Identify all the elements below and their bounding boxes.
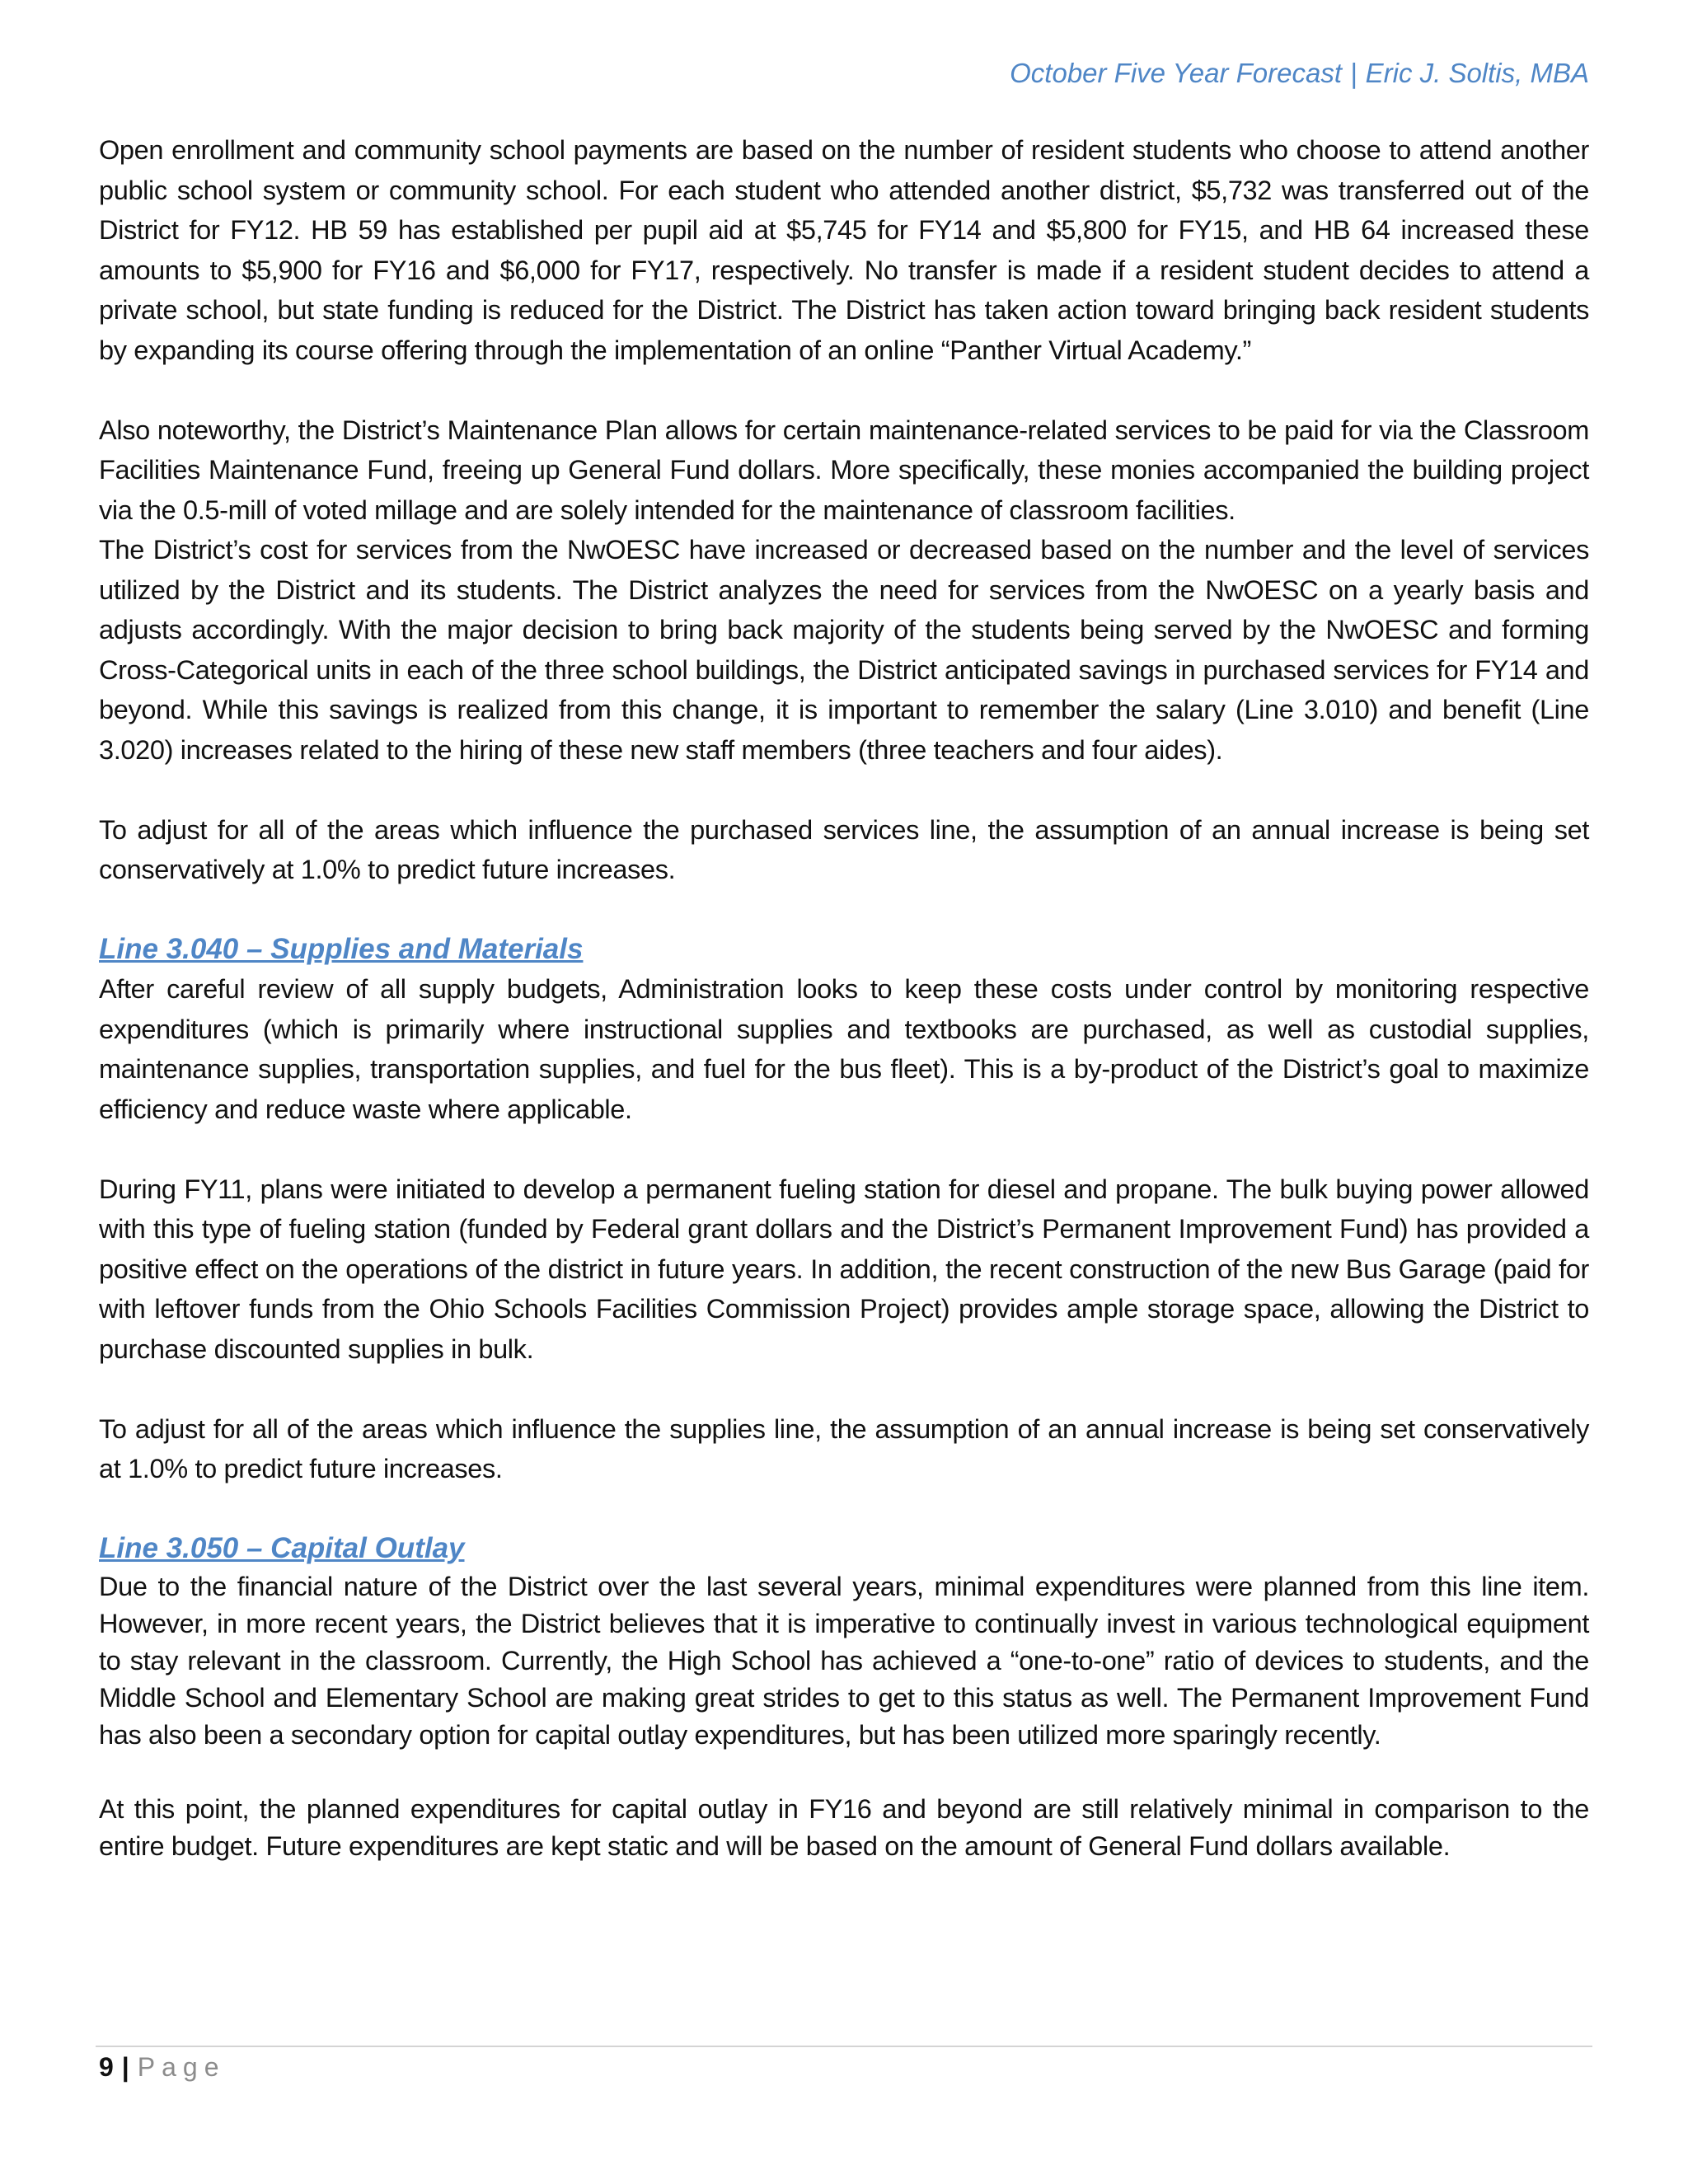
capital-outlay-heading: Line 3.050 – Capital Outlay: [99, 1532, 465, 1564]
paragraph-supply-budgets: After careful review of all supply budgets, Administration looks to keep these costs under control by monitoring respective expenditures (which is primarily where instructional supplies and textbooks are purchased, as well as custodial supplies, maintenance supplies, transportation supplies, and fuel for the bus fleet). This is a by-product of the District’s goal to maximize efficiency and reduce waste where applicable.: [99, 974, 1589, 1124]
paragraph-fueling-station: During FY11, plans were initiated to develop a permanent fueling station for diesel and propane. The bulk buying power allowed with this type of fueling station (funded by Federal grant dollars and the District’s Permanent Improvement Fund) has provided a positive effect on the operations of the district in future years. In addition, the recent construction of the new Bus Garage (paid for with leftover funds from the Ohio Schools Facilities Commission Project) provides ample storage space, allowing the District to purchase discounted supplies in bulk.: [99, 1174, 1589, 1364]
running-header: [1010, 58, 1589, 89]
paragraph-purchased-services-assumption: To adjust for all of the areas which influence the purchased services line, the assumption of an annual increase is being set conservatively at 1.0% to predict future increases.: [99, 814, 1589, 884]
footer-separator: |: [121, 2052, 129, 2082]
paragraph-maintenance-plan: Also noteworthy, the District’s Maintenance Plan allows for certain maintenance-related services to be paid for via the Classroom Facilities Maintenance Fund, freeing up General Fund dollars. More specifically, these monies accompanied the building project via the 0.5-mill of voted millage and are solely intended for the maintenance of classroom facilities.: [99, 415, 1589, 525]
footer-divider: [96, 2046, 1592, 2047]
page-number: 9: [99, 2052, 114, 2082]
header-separator: |: [1350, 58, 1357, 88]
header-author: Eric J. Soltis, MBA: [1365, 58, 1589, 88]
header-title: October Five Year Forecast: [1010, 58, 1343, 88]
intro-section: [99, 130, 1589, 890]
paragraph-supplies-assumption: To adjust for all of the areas which influence the supplies line, the assumption of an annual increase is being set conservatively at 1.0% to predict future increases.: [99, 1413, 1589, 1483]
page-footer: [99, 2052, 225, 2083]
paragraph-nwoesc-services: The District’s cost for services from the NwOESC have increased or decreased based on the number and the level of services utilized by the District and its students. The District analyzes the need for services from the NwOESC on a yearly basis and adjusts accordingly. With the major decision to bring back majority of the students being served by the NwOESC and forming Cross-Categorical units in each of the three school buildings, the District anticipated savings in purchased services for FY14 and beyond. While this savings is realized from this change, it is important to remember the salary (Line 3.010) and benefit (Line 3.020) increases related to the hiring of these new staff members (three teachers and four aides).: [99, 535, 1589, 765]
capital-outlay-section: [99, 1529, 1589, 1865]
paragraph-capital-planned-expenditures: At this point, the planned expenditures for capital outlay in FY16 and beyond are still relatively minimal in comparison to the entire budget. Future expenditures are kept static and will be based on the amount of General Fund dollars available.: [99, 1794, 1589, 1861]
page-body: [99, 130, 1589, 1902]
supplies-heading: Line 3.040 – Supplies and Materials: [99, 933, 584, 965]
paragraph-open-enrollment: Open enrollment and community school payments are based on the number of resident students who choose to attend another public school system or community school. For each student who attended another district, $5,732 was transferred out of the District for FY12. HB 59 has established per pupil aid at $5,745 for FY14 and $5,800 for FY15, and HB 64 increased these amounts to $5,900 for FY16 and $6,000 for FY17, respectively. No transfer is made if a resident student decides to attend a private school, but state funding is reduced for the District. The District has taken action toward bringing back resident students by expanding its course offering through the implementation of an online “Panther Virtual Academy.”: [99, 135, 1589, 365]
supplies-section: [99, 930, 1589, 1489]
paragraph-capital-investment: Due to the financial nature of the District over the last several years, minimal expenditures were planned from this line item. However, in more recent years, the District believes that it is imperative to continually invest in various technological equipment to stay relevant in the classroom. Currently, the High School has achieved a “one-to-one” ratio of devices to students, and the Middle School and Elementary School are making great strides to get to this status as well. The Permanent Improvement Fund has also been a secondary option for capital outlay expenditures, but has been utilized more sparingly recently.: [99, 1572, 1589, 1750]
page-label: Page: [137, 2052, 226, 2082]
